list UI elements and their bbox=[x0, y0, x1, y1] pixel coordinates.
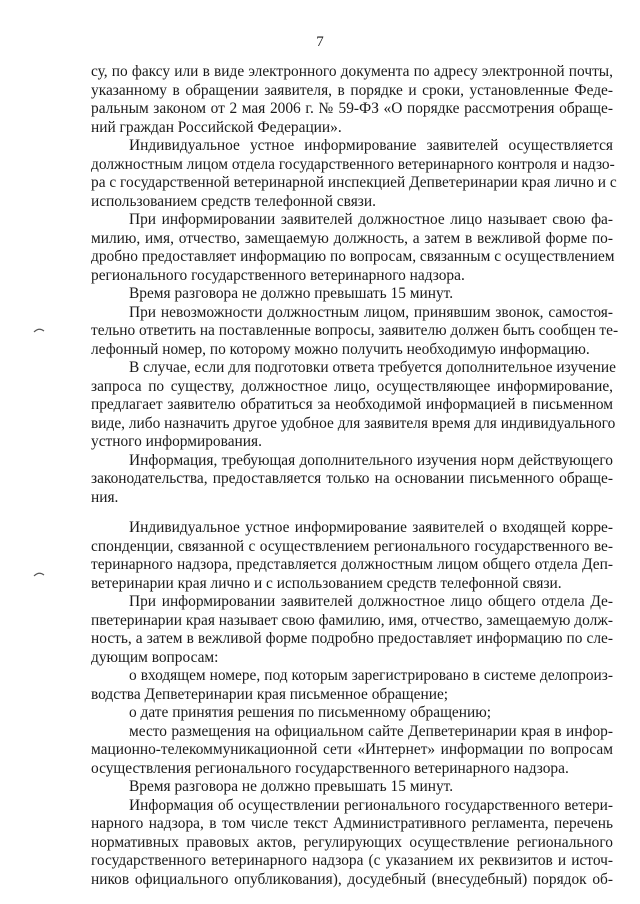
paragraph bbox=[91, 452, 613, 508]
text-line: государственного ветеринарного надзора (с указанием их реквизитов и источ- bbox=[91, 852, 613, 869]
text-line: нормативных правовых актов, регулирующих осуществление регионального bbox=[91, 833, 613, 851]
text-line: су, по факсу или в виде электронного документа по адресу электронной почты, bbox=[91, 63, 613, 80]
text-line: При невозможности должностным лицом, принявшим звонок, самостоя- bbox=[129, 303, 613, 321]
text-line: теринарного надзора, представляется должностным лицом общего отдела Деп- bbox=[91, 556, 613, 573]
text-line: ветеринарии края лично и с использованием средств телефонной связи. bbox=[91, 574, 562, 592]
text-line: о дате принятия решения по письменному обращению; bbox=[129, 704, 492, 721]
text-line: виде, либо назначить другое удобное для заявителя время для индивидуального bbox=[91, 414, 616, 432]
text-line: спонденции, связанной с осуществлением регионального государственного ве- bbox=[91, 537, 613, 555]
paragraph bbox=[91, 723, 613, 779]
paragraph bbox=[91, 303, 619, 360]
text-line: Индивидуальное устное информирование заявителей о входящей корре- bbox=[129, 519, 613, 536]
paragraph bbox=[91, 704, 613, 723]
text-line: устного информирования. bbox=[91, 433, 262, 450]
paragraph bbox=[91, 667, 613, 704]
text-line: должностным лицом отдела государственного ветеринарного контроля и надзо- bbox=[91, 155, 615, 173]
text-line: лефонный номер, по которому можно получить необходимую информацию. bbox=[91, 340, 590, 358]
text-line: водства Депветеринарии края письменное обращение; bbox=[91, 685, 449, 703]
paragraph bbox=[91, 593, 613, 667]
text-line: Время разговора не должно превышать 15 минут. bbox=[129, 778, 454, 795]
text-line: ральным законом от 2 мая 2006 г. № 59-ФЗ «О порядке рассмотрения обраще- bbox=[91, 100, 613, 117]
text-line: Информация, требующая дополнительного изучения норм действующего bbox=[129, 451, 613, 469]
text-line: тельно ответить на поставленные вопросы, заявителю должен быть сообщен те- bbox=[91, 322, 619, 339]
page-number: 7 bbox=[316, 34, 324, 50]
text-line: ников официального опубликования), досудебный (внесудебный) порядок об- bbox=[91, 870, 613, 888]
text-line: милию, имя, отчество, замещаемую должность, а затем в вежливой форме по- bbox=[91, 229, 613, 247]
paragraph bbox=[91, 211, 613, 285]
text-line: нарного надзора, в том числе текст Административного регламента, перечень bbox=[91, 815, 613, 832]
text-line: предлагает заявителю обратиться за необходимой информацией в письменном bbox=[91, 396, 613, 413]
text-line: регионального государственного ветеринарного надзора. bbox=[91, 266, 465, 284]
text-line: мационно-телекоммуникационной сети «Интернет» информации по вопросам bbox=[91, 741, 613, 758]
text-line: Информация об осуществлении регионального государственного ветери- bbox=[129, 796, 613, 814]
text-line: законодательства, предоставляется только на основании письменного обраще- bbox=[91, 470, 613, 487]
text-line: указанному в обращении заявителя, в порядке и сроки, установленные Феде- bbox=[91, 81, 613, 99]
paragraph bbox=[91, 797, 613, 890]
text-line: Время разговора не должно превышать 15 минут. bbox=[129, 285, 454, 302]
paragraph bbox=[91, 285, 613, 304]
text-line: пветеринарии края называет свою фамилию, имя, отчество, замещаемую долж- bbox=[91, 611, 614, 629]
paragraph bbox=[91, 778, 613, 797]
text-line: При информировании заявителей должностное лицо называет свою фа- bbox=[129, 211, 613, 228]
text-line: Индивидуальное устное информирование заявителей осуществляется bbox=[129, 137, 613, 154]
text-line: ра с государственной ветеринарной инспекцией Депветеринарии края лично и с bbox=[91, 174, 617, 191]
text-line: дробно предоставляет информацию по вопросам, связанным с осуществлением bbox=[91, 248, 615, 265]
text-line: ний граждан Российской Федерации». bbox=[91, 118, 342, 136]
text-line: дующим вопросам: bbox=[91, 648, 219, 666]
text-line: осуществления регионального государственного ветеринарного надзора. bbox=[91, 759, 569, 777]
paragraph bbox=[91, 519, 613, 593]
text-line: место размещения на официальном сайте Депветеринарии края в инфор- bbox=[129, 722, 613, 740]
text-line: запроса по существу, должностное лицо, осуществляющее информирование, bbox=[91, 377, 613, 395]
document-body bbox=[91, 63, 619, 889]
text-line: о входящем номере, под которым зарегистрировано в системе делопроиз- bbox=[129, 667, 613, 684]
text-line: ность, а затем в вежливой форме подробно предоставляет информацию по сле- bbox=[91, 630, 613, 647]
paragraph bbox=[91, 63, 613, 137]
text-line: использованием средств телефонной связи. bbox=[91, 192, 376, 210]
paragraph bbox=[91, 359, 616, 452]
margin-tick-mark-1 bbox=[33, 327, 45, 333]
text-line: ния. bbox=[91, 488, 119, 506]
margin-tick-mark-2 bbox=[33, 571, 45, 577]
text-line: При информировании заявителей должностное лицо общего отдела Де- bbox=[129, 593, 613, 610]
paragraph bbox=[91, 137, 617, 211]
text-line: В случае, если для подготовки ответа требуется дополнительное изучение bbox=[129, 359, 616, 376]
